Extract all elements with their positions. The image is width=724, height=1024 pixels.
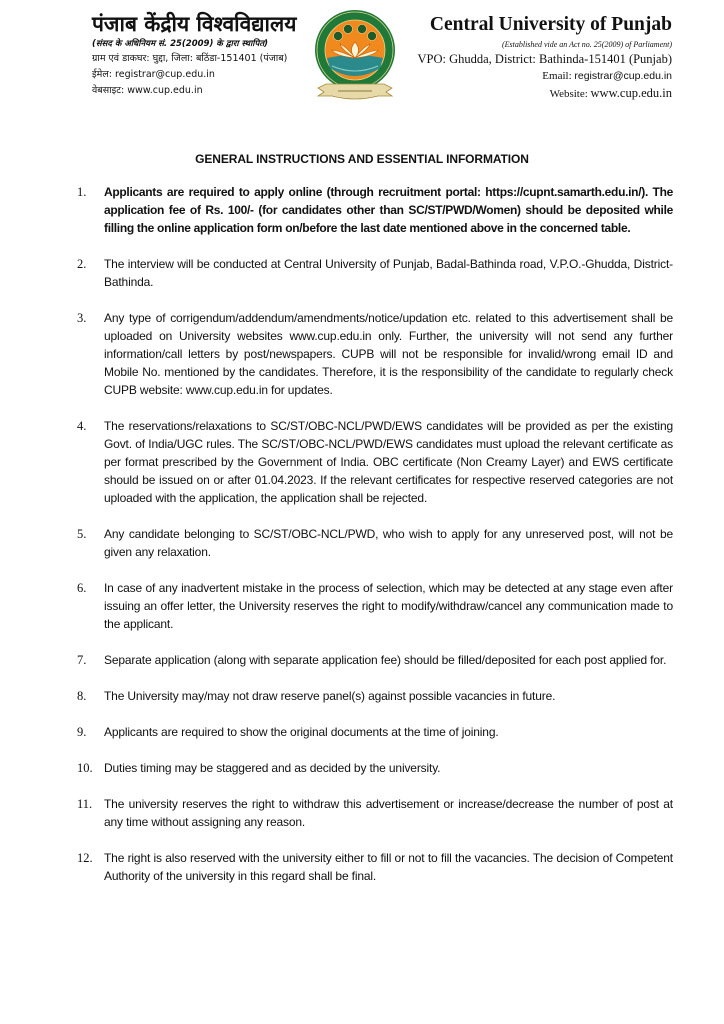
item-text: Any candidate belonging to SC/ST/OBC-NCL/PWD, who wish to apply for any unreserved post, will not be given any relaxation. xyxy=(104,527,673,559)
university-emblem-icon xyxy=(312,6,398,104)
item-number: 1. xyxy=(77,185,87,199)
item-text: Separate application (along with separate application fee) should be filled/deposited for each post applied for. xyxy=(104,653,667,667)
hindi-website-line xyxy=(92,83,322,99)
hindi-website-label: वेबसाइट: xyxy=(92,85,125,96)
list-item xyxy=(77,309,673,399)
item-number: 12. xyxy=(77,851,93,865)
item-number: 6. xyxy=(77,581,87,595)
item-text: Duties timing may be staggered and as decided by the university. xyxy=(104,761,441,775)
item-number: 9. xyxy=(77,725,87,739)
item-number: 3. xyxy=(77,311,87,325)
hindi-email[interactable]: registrar@cup.edu.in xyxy=(115,69,215,80)
item-number: 11. xyxy=(77,797,93,811)
item-text: Applicants are required to apply online (through recruitment portal: https://cupnt.samarth.edu.in/). The application fee of Rs. 100/- (for candidates other than SC/ST/PWD/Women) should be deposited while filling the online application form on/before the last date mentioned above in the concerned table. xyxy=(104,185,673,235)
list-item xyxy=(77,417,673,507)
list-item xyxy=(77,723,673,741)
list-item xyxy=(77,849,673,885)
item-text: The interview will be conducted at Central University of Punjab, Badal-Bathinda road, V.P.O.-Ghudda, District-Bathinda. xyxy=(104,257,673,289)
item-text: The reservations/relaxations to SC/ST/OBC-NCL/PWD/EWS candidates will be provided as per the existing Govt. of India/UGC rules. The SC/ST/OBC-NCL/PWD/EWS candidates must upload the relevant certificate as per format prescribed by the Government of India. OBC certificate (Non Creamy Layer) and EWS certificate should be issued on or after 01.04.2023. If the relevant certificates for respective reserved categories are not uploaded with the application, the application shall be rejected. xyxy=(104,419,673,505)
item-number: 8. xyxy=(77,689,87,703)
english-website-line xyxy=(418,85,673,103)
hindi-email-line xyxy=(92,67,322,83)
english-email-label: Email: xyxy=(542,70,572,82)
instructions-list xyxy=(77,183,673,903)
item-text: The right is also reserved with the university either to fill or not to fill the vacancies. The decision of Competent Authority of the university in this regard shall be final. xyxy=(104,851,673,883)
hindi-website[interactable]: www.cup.edu.in xyxy=(127,85,203,96)
list-item xyxy=(77,525,673,561)
item-number: 4. xyxy=(77,419,87,433)
list-item xyxy=(77,579,673,633)
list-item xyxy=(77,795,673,831)
english-email[interactable]: registrar@cup.edu.in xyxy=(574,70,672,82)
list-item xyxy=(77,255,673,291)
english-university-name: Central University of Punjab xyxy=(429,14,672,35)
english-website-label: Website: xyxy=(549,88,588,100)
item-number: 10. xyxy=(77,761,93,775)
item-text: In case of any inadvertent mistake in the process of selection, which may be detected at any stage even after issuing an offer letter, the University reserves the right to modify/withdraw/cancel any communication made to the applicant. xyxy=(104,581,673,631)
item-text: Any type of corrigendum/addendum/amendments/notice/updation etc. related to this advertisement shall be uploaded on University websites www.cup.edu.in only. Further, the university will not send any further information/call letters by post/newspapers. CUPB will not be responsible for invalid/wrong email ID and Mobile No. mentioned by the candidates. Therefore, it is the responsibility of the candidate to regularly check CUPB website: www.cup.edu.in for updates. xyxy=(104,311,673,397)
list-item xyxy=(77,651,673,669)
list-item xyxy=(77,687,673,705)
english-address: VPO: Ghudda, District: Bathinda-151401 (Punjab) xyxy=(417,52,672,66)
list-item xyxy=(77,183,673,237)
item-number: 7. xyxy=(77,653,87,667)
english-email-line xyxy=(418,68,673,85)
item-text: The university reserves the right to withdraw this advertisement or increase/decrease the number of post at any time without assigning any reason. xyxy=(104,797,673,829)
header-hindi xyxy=(92,10,322,99)
document-title: GENERAL INSTRUCTIONS AND ESSENTIAL INFORMATION xyxy=(195,152,529,166)
hindi-email-label: ईमेल: xyxy=(92,69,112,80)
list-item xyxy=(77,759,673,777)
hindi-address: ग्राम एवं डाकघर: घुद्दा, जिला: बठिंडा-151401 (पंजाब) xyxy=(92,53,288,64)
hindi-university-name: पंजाब केंद्रीय विश्वविद्यालय xyxy=(92,12,297,36)
item-text: The University may/may not draw reserve panel(s) against possible vacancies in future. xyxy=(104,689,556,703)
item-number: 2. xyxy=(77,257,87,271)
item-text: Applicants are required to show the original documents at the time of joining. xyxy=(104,725,499,739)
header-english xyxy=(418,12,673,103)
english-establishment-note: (Established vide an Act no. 25(2009) of Parliament) xyxy=(501,40,672,49)
english-website[interactable]: www.cup.edu.in xyxy=(590,86,672,100)
hindi-establishment-note: (संसद के अधिनियम सं. 25(2009) के द्वारा स्थापित) xyxy=(92,39,269,49)
item-number: 5. xyxy=(77,527,87,541)
